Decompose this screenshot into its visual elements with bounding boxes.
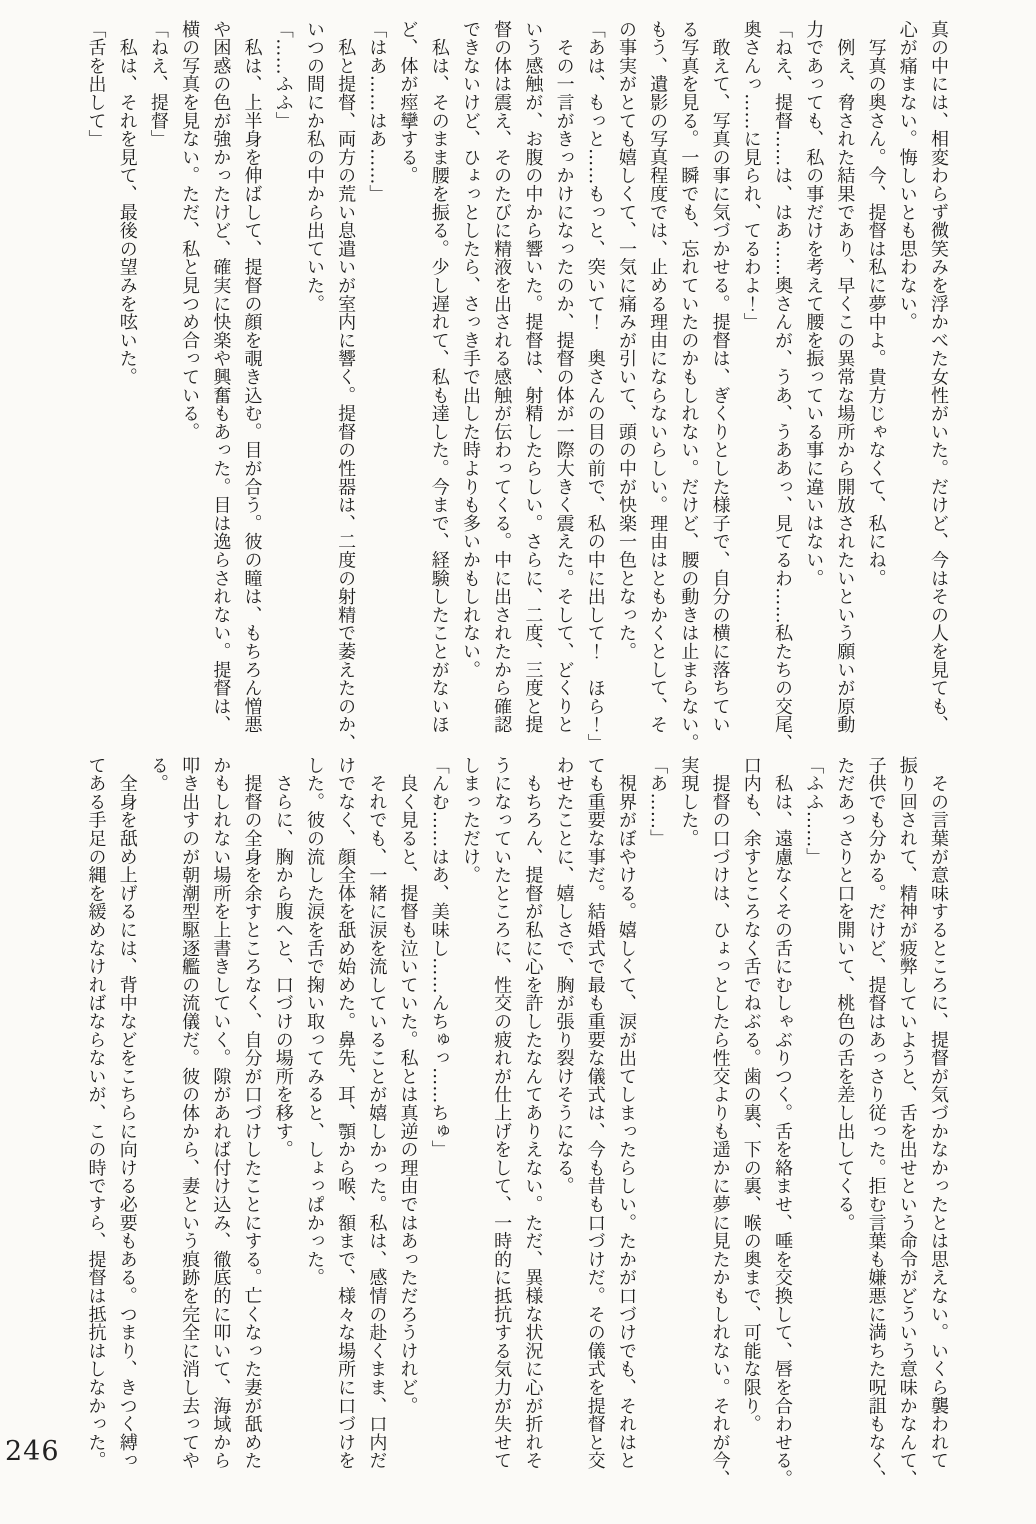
text-column: 敢えて、写真の事に気づかせる。提督は、ぎくりとした様子で、自分の横に落ちてい <box>709 20 731 734</box>
text-column: わせたことに、嬉しさで、胸が張り裂けそうになる。 <box>553 756 575 1196</box>
text-column: 良く見ると、提督も泣いていた。私とは真逆の理由ではあっただろうけれど。 <box>397 756 419 1415</box>
text-column: できないけど、ひょっとしたら、さっき手で出した時よりも多いかもしれない。 <box>459 20 481 679</box>
text-column: 「ふふ……」 <box>803 756 825 866</box>
text-column: した。彼の流した涙を舌で掬い取ってみると、しょっぱかった。 <box>303 756 325 1287</box>
text-block-bottom <box>80 756 954 1494</box>
text-column: もちろん、提督が私に心を許したなんてありえない。ただ、異様な状況に心が折れそ <box>522 756 544 1470</box>
text-column: や困惑の色が強かったけど、確実に快楽や興奮もあった。目は逸らされない。提督は、 <box>210 20 232 734</box>
text-column: る写真を見る。一瞬でも、忘れていたのかもしれない。だけど、腰の動きは止まらない。 <box>678 20 700 752</box>
text-column: 奥さんっ……に見られ、てるわよ！」 <box>740 20 762 332</box>
text-column: 例え、脅された結果であり、早くこの異常な場所から開放されたいという願いが原動 <box>834 20 856 734</box>
text-block-top <box>80 20 954 758</box>
text-column: 真の中には、相変わらず微笑みを浮かべた女性がいた。だけど、今はその人を見ても、 <box>928 20 949 734</box>
text-column: ど、体が痙攣する。 <box>397 20 419 185</box>
text-column: てある手足の縄を緩めなければならないが、この時ですら、提督は抵抗はしなかった。 <box>85 756 107 1470</box>
text-column: その一言がきっかけになったのか、提督の体が一際大きく震えた。そして、どくりと <box>553 20 575 734</box>
text-column: もう、遺影の写真程度では、止める理由にならないらしい。理由はともかくとして、そ <box>647 20 669 734</box>
text-column: いつの間にか私の中から出ていた。 <box>303 20 325 313</box>
text-column: 「ねえ、提督」 <box>147 20 169 149</box>
text-column: 「んむ……はあ、美味し……んちゅっ……ちゅ」 <box>428 756 450 1159</box>
text-column: 提督の口づけは、ひょっとしたら性交よりも遥かに夢に見たかもしれない。それが今、 <box>709 756 731 1488</box>
text-column: 提督の全身を余すところなく、自分が口づけしたことにする。亡くなった妻が舐めた <box>241 756 263 1470</box>
text-column: る。 <box>147 756 169 793</box>
text-column: うになっていたところに、性交の疲れが仕上げをして、一時的に抵抗する気力が失せて <box>491 756 513 1470</box>
text-column: ただあっさりと口を開いて、桃色の舌を差し出してくる。 <box>834 756 856 1232</box>
text-column: かもしれない場所を上書きしていく。隙があれば付け込み、徹底的に叩いて、海域から <box>210 756 232 1470</box>
text-column: 全身を舐め上げるには、背中などをこちらに向ける必要もある。つまり、きつく縛っ <box>116 756 138 1470</box>
text-column: 視界がぼやける。嬉しくて、涙が出てしまったらしい。たかが口づけでも、それはと <box>615 756 637 1470</box>
text-column: の事実がとても嬉しくて、一気に痛みが引いて、頭の中が快楽一色となった。 <box>615 20 637 661</box>
text-column: 「あは、もっと……もっと、突いて！ 奥さんの目の前で、私の中に出して！ ほら！」 <box>584 20 606 752</box>
text-column: 心が痛まない。悔しいとも思わない。 <box>896 20 918 332</box>
text-column: 私は、遠慮なくその舌にむしゃぶりつく。舌を絡ませ、唾を交換して、唇を合わせる。 <box>771 756 793 1488</box>
text-column: ても重要な事だ。結婚式で最も重要な儀式は、今も昔も口づけだ。その儀式を提督と交 <box>584 756 606 1470</box>
text-column: 口内も、余すところなく舌でねぶる。歯の裏、下の裏、喉の奥まで、可能な限り。 <box>740 756 762 1434</box>
text-column: その言葉が意味するところに、提督が気づかなかったとは思えない。いくら襲われて <box>928 756 949 1470</box>
text-column: 実現した。 <box>678 756 700 848</box>
text-column: 「ねえ、提督……は、はあ……奥さんが、うあ、うああっ、見てるわ……私たちの交尾、 <box>771 20 793 752</box>
page-number: 246 <box>5 1436 60 1467</box>
text-column: 写真の奥さん。今、提督は私に夢中よ。貴方じゃなくて、私にね。 <box>865 20 887 588</box>
text-column: しまっただけ。 <box>459 756 481 885</box>
text-column: 私は、上半身を伸ばして、提督の顔を覗き込む。目が合う。彼の瞳は、もちろん憎悪 <box>241 20 263 734</box>
text-column: 「……ふふ」 <box>272 20 294 130</box>
text-column: それでも、一緒に涙を流していることが嬉しかった。私は、感情の赴くまま、口内だ <box>366 756 388 1470</box>
text-column: けでなく、顔全体を舐め始めた。鼻先、耳、顎から喉、額まで、様々な場所に口づけを <box>335 756 357 1470</box>
text-column: 「はあ……はあ……」 <box>366 20 388 203</box>
text-column: 子供でも分かる。だけど、提督はあっさり従った。拒む言葉も嫌悪に満ちた呪詛もなく、 <box>865 756 887 1488</box>
text-column: 「あ……」 <box>647 756 669 848</box>
text-column: いう感触が、お腹の中から響いた。提督は、射精したらしい。さらに、二度、三度と提 <box>522 20 544 734</box>
text-column: 私は、それを見て、最後の望みを呟いた。 <box>116 20 138 386</box>
text-column: 私と提督、両方の荒い息遣いが室内に響く。提督の性器は、二度の射精で萎えたのか、 <box>335 20 357 752</box>
text-column: 横の写真を見ない。ただ、私と見つめ合っている。 <box>179 20 201 441</box>
text-column: 振り回されて、精神が疲弊していようと、舌を出せという命令がどういう意味かなんて、 <box>896 756 918 1488</box>
text-column: 私は、そのまま腰を振る。少し遅れて、私も達した。今まで、経験したことがないほ <box>428 20 450 734</box>
text-column: 督の体は震え、そのたびに精液を出される感触が伝わってくる。中に出されたから確認 <box>491 20 513 734</box>
text-column: 叩き出すのが朝潮型駆逐艦の流儀だ。彼の体から、妻という痕跡を完全に消し去ってや <box>179 756 201 1470</box>
text-column: 力であっても、私の事だけを考えて腰を振っている事に違いはない。 <box>803 20 825 588</box>
text-column: 「舌を出して」 <box>85 20 107 149</box>
text-column: さらに、胸から腹へと、口づけの場所を移す。 <box>272 756 294 1159</box>
